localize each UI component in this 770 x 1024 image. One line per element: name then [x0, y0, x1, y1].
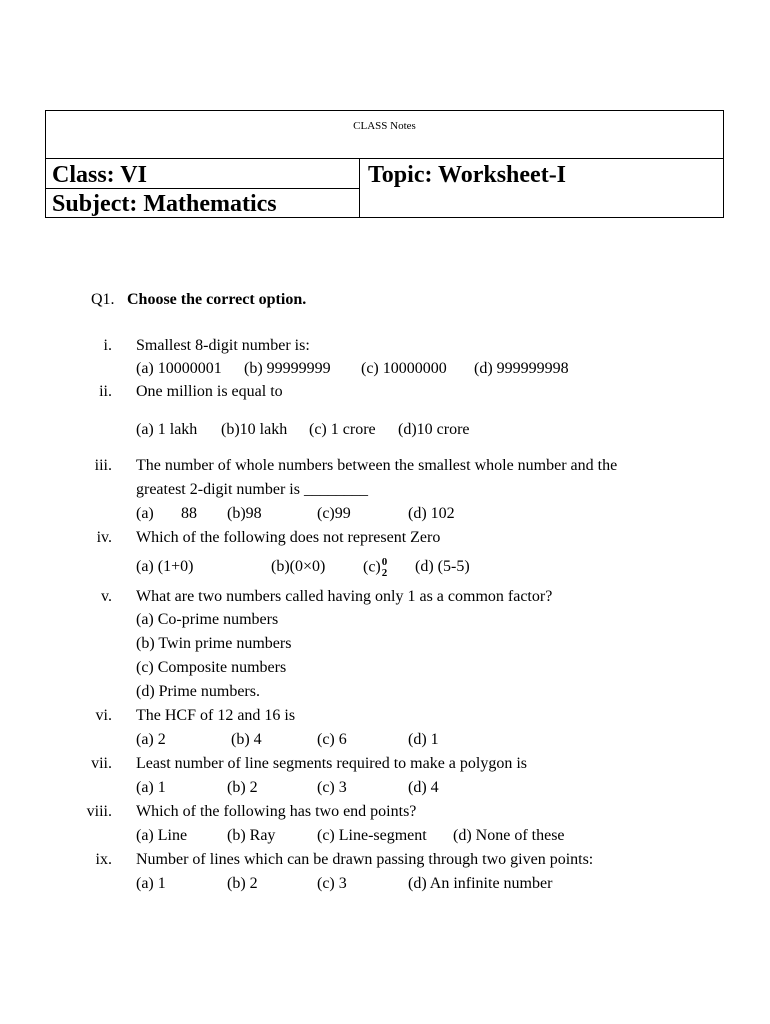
item-number: v. [101, 588, 112, 605]
item-number: vi. [95, 707, 112, 724]
option-a-value: 88 [181, 505, 197, 522]
option-c: (c) 1 crore [309, 421, 376, 438]
item-number: viii. [86, 803, 112, 820]
option-d: (d) Prime numbers. [136, 683, 260, 700]
option-d: (d) An infinite number [408, 875, 553, 892]
item-text: Least number of line segments required to make a polygon is [136, 755, 528, 772]
option-c [363, 557, 387, 579]
item-text: Number of lines which can be drawn passing through two given points: [136, 851, 594, 868]
item-text: The HCF of 12 and 16 is [136, 707, 296, 724]
option-d: (d) (5-5) [415, 558, 470, 575]
option-c: (c) 10000000 [361, 360, 447, 377]
option-a: (a) 1 [136, 875, 166, 892]
item-text: Which of the following does not represent Zero [136, 529, 441, 546]
option-b: (b) 4 [231, 731, 262, 748]
option-c: (c) 3 [317, 779, 347, 796]
option-a: (a) 1 [136, 779, 166, 796]
option-d: (d) 999999998 [474, 360, 569, 377]
option-b: (b) 99999999 [244, 360, 331, 377]
question-number: Q1. [91, 291, 115, 308]
fraction [382, 557, 388, 579]
option-c: (c) Composite numbers [136, 659, 287, 676]
option-b: (b)10 lakh [221, 421, 288, 438]
option-b: (b)98 [227, 505, 262, 522]
option-c: (c) 6 [317, 731, 347, 748]
option-b: (b) 2 [227, 875, 258, 892]
option-a: (a) 1 lakh [136, 421, 198, 438]
class-label: Class: VI [46, 159, 359, 189]
item-text: What are two numbers called having only 1 as a common factor? [136, 588, 553, 605]
item-text: Smallest 8-digit number is: [136, 337, 310, 354]
header-table [45, 110, 724, 218]
item-number: vii. [91, 755, 112, 772]
option-b: (b)(0×0) [271, 558, 326, 575]
item-number: ix. [95, 851, 112, 868]
option-c: (c) 3 [317, 875, 347, 892]
option-c: (c)99 [317, 505, 351, 522]
option-b: (b) 2 [227, 779, 258, 796]
fraction-denominator: 2 [381, 567, 388, 579]
option-b: (b) Twin prime numbers [136, 635, 292, 652]
item-text: Which of the following has two end points? [136, 803, 417, 820]
item-text-line1: The number of whole numbers between the smallest whole number and the [136, 457, 618, 474]
topic-label: Topic: Worksheet-I [368, 162, 567, 188]
option-d: (d) None of these [453, 827, 565, 844]
option-d: (d) 102 [408, 505, 455, 522]
notes-title: CLASS Notes [46, 111, 723, 159]
option-b: (b) Ray [227, 827, 276, 844]
option-d: (d) 1 [408, 731, 439, 748]
item-number: iv. [96, 529, 112, 546]
option-c: (c) Line-segment [317, 827, 427, 844]
option-d: (d)10 crore [398, 421, 470, 438]
question-instruction: Choose the correct option. [127, 291, 307, 308]
item-number: i. [103, 337, 112, 354]
fraction-numerator: 0 [381, 556, 388, 568]
item-text-line2: greatest 2-digit number is ________ [136, 481, 368, 498]
item-number: ii. [99, 383, 112, 400]
option-c-label: (c) [363, 558, 381, 576]
option-a-label: (a) [136, 505, 154, 522]
option-a: (a) (1+0) [136, 558, 194, 575]
option-a: (a) Co-prime numbers [136, 611, 279, 628]
option-a: (a) Line [136, 827, 188, 844]
subject-label: Subject: Mathematics [52, 191, 277, 217]
option-d: (d) 4 [408, 779, 439, 796]
option-a: (a) 2 [136, 731, 166, 748]
option-a: (a) 10000001 [136, 360, 222, 377]
item-number: iii. [94, 457, 112, 474]
item-text: One million is equal to [136, 383, 283, 400]
header-left-cell [46, 159, 360, 218]
